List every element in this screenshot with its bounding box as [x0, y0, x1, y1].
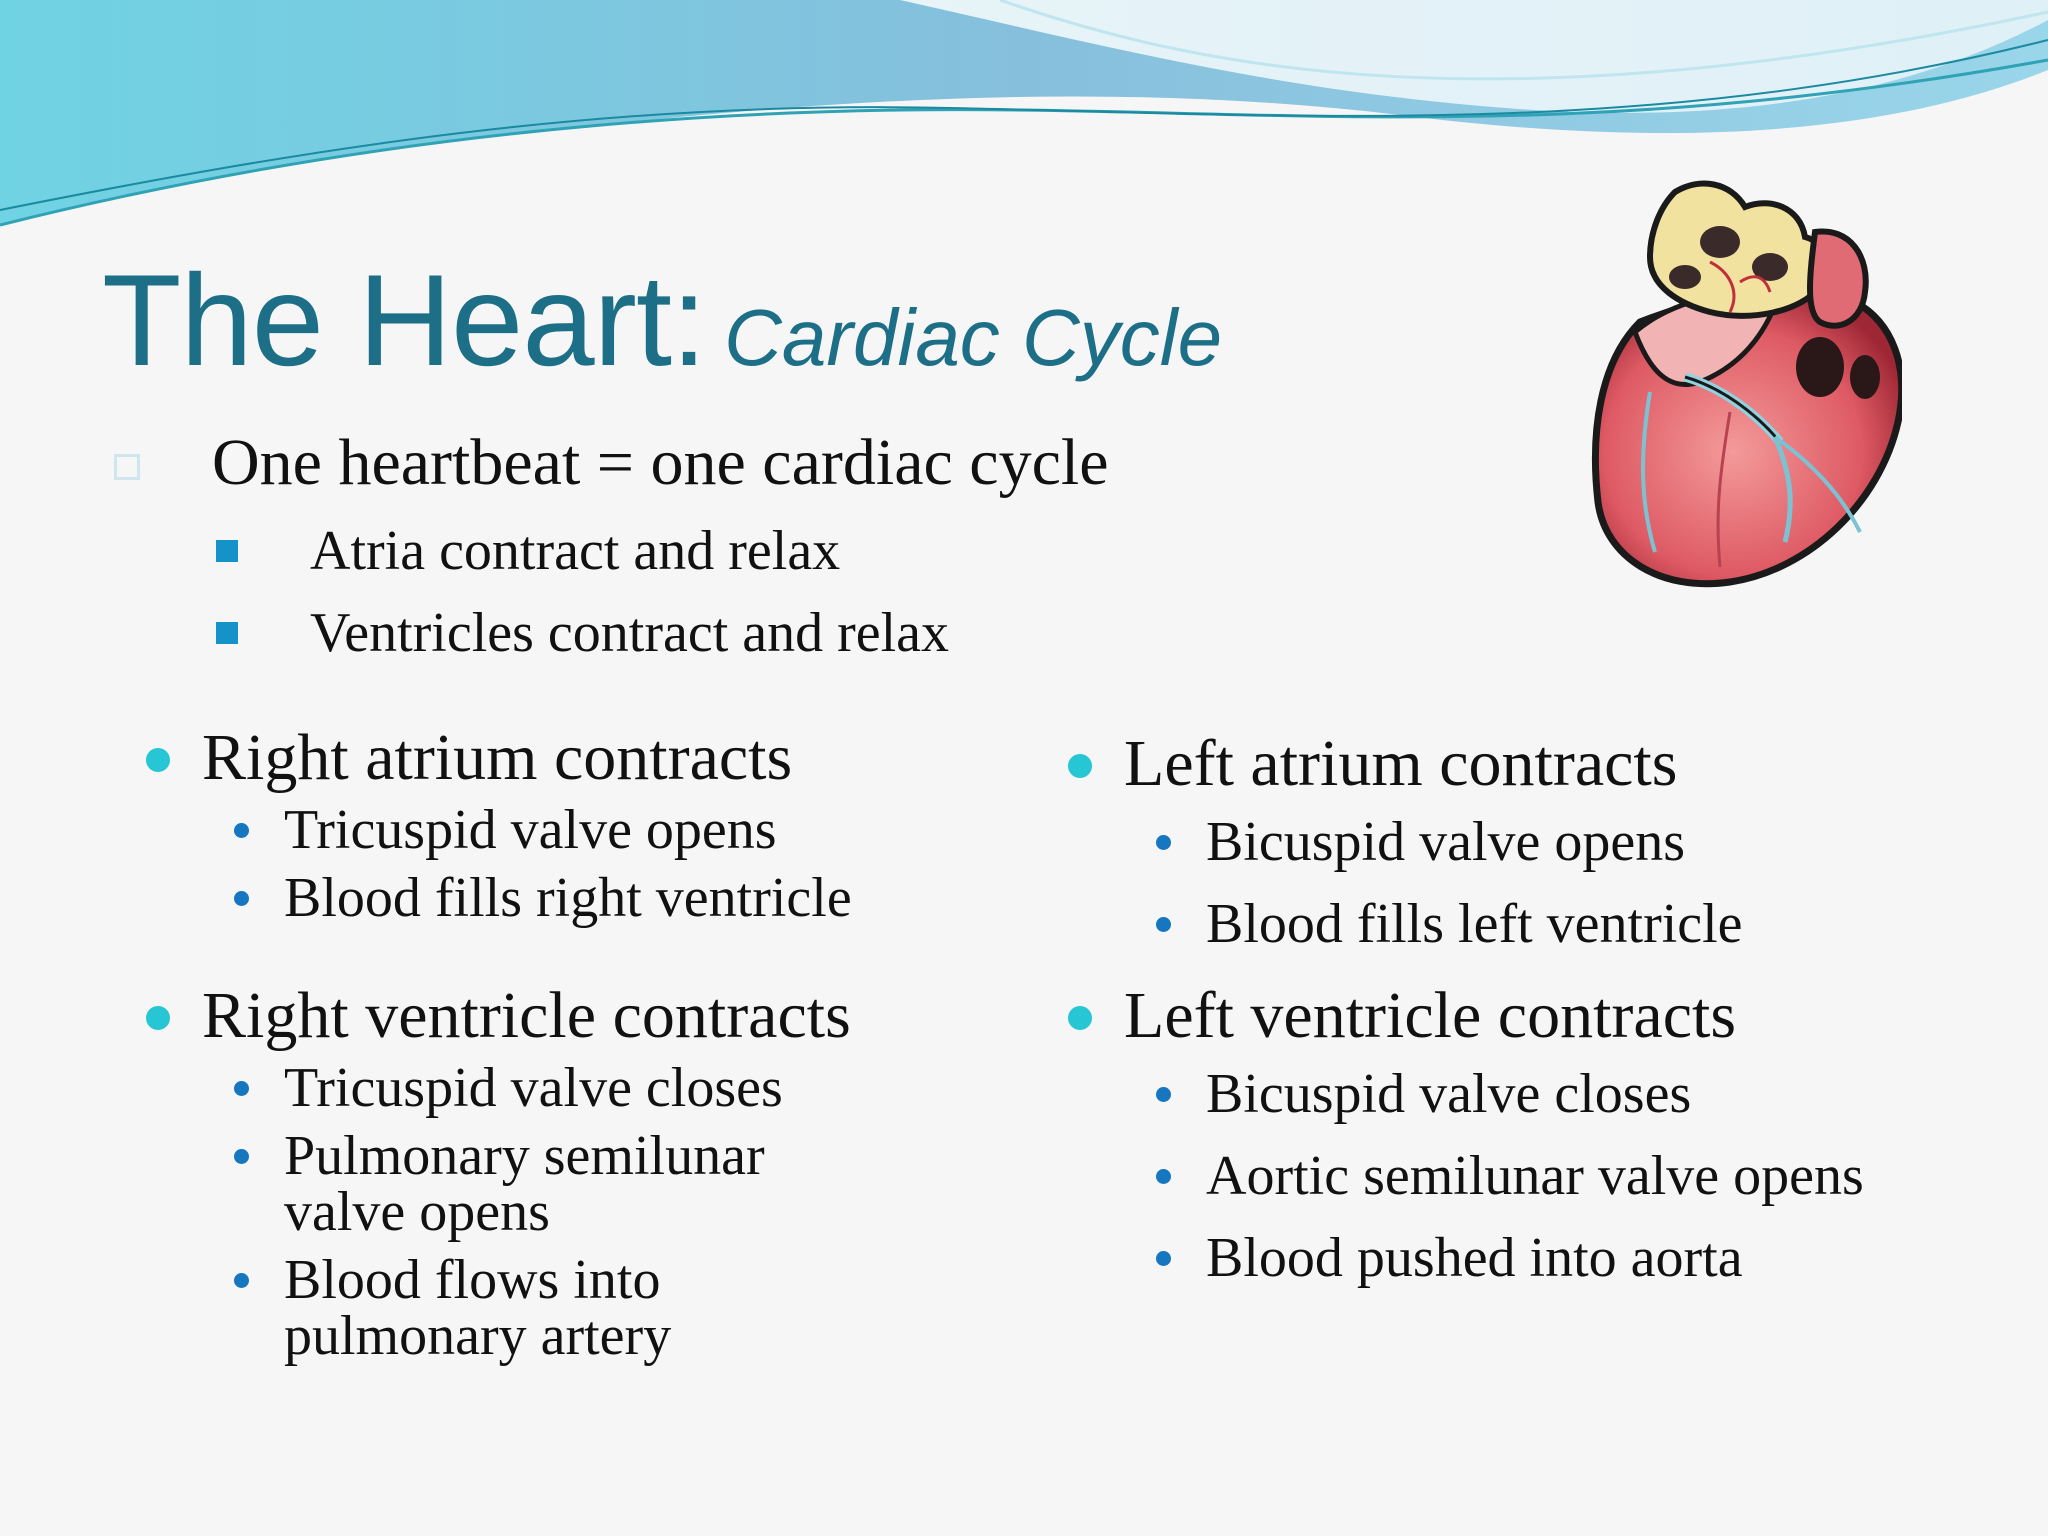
list-item [1124, 726, 1964, 802]
group-heading: Left ventricle contracts [1124, 978, 1737, 1052]
sub-item-text: Aortic semilunar valve opens [1206, 1144, 1864, 1207]
sub-list [1124, 810, 1964, 955]
intro-text: One heartbeat = one cardiac cycle [212, 426, 1109, 499]
list-item [284, 1124, 844, 1243]
bullet-dot-icon [1156, 835, 1171, 850]
hollow-square-bullet-icon [114, 454, 140, 480]
sub-item-text: Blood fills right ventricle [284, 866, 852, 929]
slide-title [102, 247, 1223, 393]
bullet-dot-icon [234, 891, 249, 906]
intro-subitem-text: Atria contract and relax [310, 520, 841, 582]
bullet-dot-icon [146, 748, 170, 772]
list-item [1206, 810, 1964, 873]
bullet-dot-icon [1156, 1251, 1171, 1266]
square-bullet-icon [216, 622, 238, 644]
sub-item-text: Blood flows into pulmonary artery [284, 1248, 672, 1367]
list-item [202, 720, 1082, 796]
bullet-dot-icon [1068, 754, 1092, 778]
bullet-dot-icon [1068, 1006, 1092, 1030]
square-bullet-icon [216, 540, 238, 562]
sub-list [202, 1056, 982, 1367]
group-heading: Left atrium contracts [1124, 727, 1678, 800]
bullet-dot-icon [234, 1273, 249, 1288]
sub-item-text: Tricuspid valve closes [284, 1056, 783, 1119]
bullet-dot-icon [146, 1006, 170, 1030]
bullet-dot-icon [1156, 1169, 1171, 1184]
bullet-dot-icon [234, 1149, 249, 1164]
sub-item-text: Bicuspid valve opens [1206, 810, 1686, 873]
title-subtitle: Cardiac Cycle [724, 293, 1223, 382]
intro-subitem [310, 520, 841, 582]
list-item [284, 1248, 844, 1367]
list-item [1206, 1144, 1964, 1207]
intro-subitem-text: Ventricles contract and relax [310, 602, 950, 664]
sub-item-text: Bicuspid valve closes [1206, 1062, 1692, 1125]
list-item [1206, 892, 1964, 955]
sub-item-text: Blood pushed into aorta [1206, 1226, 1743, 1289]
bullet-dot-icon [234, 1081, 249, 1096]
list-item [284, 798, 1082, 861]
list-item [284, 1056, 982, 1119]
list-item [1206, 1062, 1964, 1125]
list-item [202, 978, 1082, 1054]
list-item [1124, 978, 1964, 1054]
group-heading: Right ventricle contracts [202, 978, 851, 1052]
sub-item-text: Tricuspid valve opens [284, 798, 777, 861]
list-item [1206, 1226, 1964, 1289]
title-main: The Heart: [102, 247, 707, 393]
sub-item-text: Pulmonary semilunar valve opens [284, 1124, 765, 1243]
bullet-dot-icon [234, 823, 249, 838]
intro-bullet [212, 426, 1109, 499]
bullet-dot-icon [1156, 917, 1171, 932]
right-heart-column [202, 720, 1082, 1376]
bullet-dot-icon [1156, 1087, 1171, 1102]
group-heading: Right atrium contracts [202, 721, 793, 794]
heart-illustration [1580, 172, 1902, 590]
list-item [284, 866, 1082, 929]
sub-list [202, 798, 1082, 929]
sub-list [1124, 1062, 1964, 1289]
intro-subitem [310, 602, 950, 664]
sub-item-text: Blood fills left ventricle [1206, 892, 1743, 955]
left-heart-column [1124, 726, 1964, 1312]
